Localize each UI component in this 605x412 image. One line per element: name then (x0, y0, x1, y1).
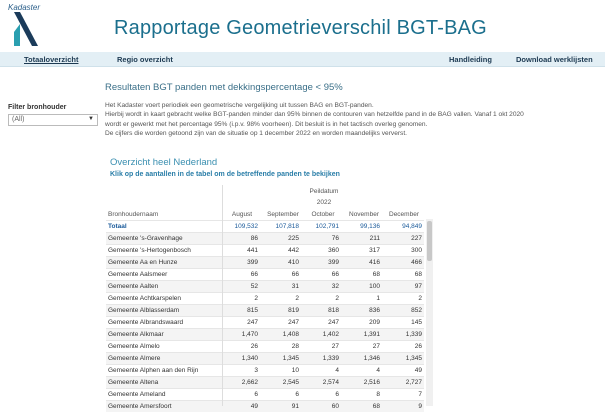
count-cell-october[interactable]: 66 (331, 271, 339, 278)
bronhouder-name: Gemeente Ameland (108, 391, 166, 398)
bronhouder-name: Gemeente Aa en Hunze (108, 259, 178, 266)
count-cell-august[interactable]: 2 (254, 295, 258, 302)
count-cell-december[interactable]: 227 (411, 235, 422, 242)
count-cell-november[interactable]: 1 (376, 295, 380, 302)
count-cell-november[interactable]: 8 (376, 391, 380, 398)
count-cell-september[interactable]: 6 (295, 391, 299, 398)
bronhouder-name: Gemeente 's-Gravenhage (108, 235, 183, 242)
count-cell-october[interactable]: 60 (331, 403, 339, 410)
count-cell-september[interactable]: 2 (295, 295, 299, 302)
count-cell-november[interactable]: 99,136 (360, 223, 380, 230)
count-cell-september[interactable]: 91 (291, 403, 299, 410)
table-row (106, 232, 424, 244)
table-scrollbar[interactable] (426, 219, 433, 406)
description-line: wordt er gewerkt met het percentage 95% (i.p.v. 98% voorheen). Dit besluit is in het tactisch overleg genomen. (105, 120, 428, 128)
table-row (106, 364, 424, 376)
count-cell-september[interactable]: 10 (291, 367, 299, 374)
count-cell-december[interactable]: 68 (414, 271, 422, 278)
count-cell-november[interactable]: 416 (369, 259, 380, 266)
overview-instruction: Klik op de aantallen in de tabel om de betreffende panden te bekijken (110, 171, 340, 178)
column-header-october: October (311, 211, 335, 218)
count-cell-august[interactable]: 26 (250, 343, 258, 350)
filter-bronhouder-label: Filter bronhouder (8, 104, 67, 111)
count-cell-december[interactable]: 852 (411, 307, 422, 314)
bronhouder-name: Gemeente Alkmaar (108, 331, 164, 338)
count-cell-september[interactable]: 28 (291, 343, 299, 350)
count-cell-october[interactable]: 2,574 (322, 379, 339, 386)
count-cell-september[interactable]: 410 (288, 259, 299, 266)
count-cell-august[interactable]: 109,532 (234, 223, 258, 230)
filter-bronhouder-select[interactable] (8, 114, 98, 126)
count-cell-october[interactable]: 102,791 (315, 223, 339, 230)
overview-table (106, 185, 434, 410)
filter-bronhouder-value: (All) (12, 116, 25, 123)
count-cell-december[interactable]: 300 (411, 247, 422, 254)
table-row (106, 244, 424, 256)
bronhoudernaam-header: Bronhoudernaam (108, 211, 159, 218)
count-cell-december[interactable]: 1,345 (405, 355, 422, 362)
chevron-down-icon: ▼ (88, 116, 94, 122)
column-header-november: November (349, 211, 379, 218)
description-line: De cijfers die worden getoond zijn van de situatie op 1 december 2022 en worden maandelijks ververst. (105, 129, 408, 137)
table-row (106, 376, 424, 388)
top-navigation (0, 52, 605, 67)
count-cell-september[interactable]: 225 (288, 235, 299, 242)
bronhouder-name: Gemeente Achtkarspelen (108, 295, 181, 302)
bronhouder-name: Gemeente Aalsmeer (108, 271, 168, 278)
count-cell-november[interactable]: 27 (372, 343, 380, 350)
table-row (106, 316, 424, 328)
count-cell-december[interactable]: 1,339 (405, 331, 422, 338)
count-cell-november[interactable]: 211 (369, 235, 380, 242)
count-cell-november[interactable]: 1,346 (363, 355, 380, 362)
count-cell-november[interactable]: 317 (369, 247, 380, 254)
count-cell-december[interactable]: 2,727 (405, 379, 422, 386)
count-cell-november[interactable]: 4 (376, 367, 380, 374)
count-cell-december[interactable]: 49 (414, 367, 422, 374)
count-cell-august[interactable]: 815 (247, 307, 258, 314)
count-cell-november[interactable]: 68 (372, 271, 380, 278)
count-cell-november[interactable]: 1,391 (363, 331, 380, 338)
bronhouder-name: Gemeente Albrandswaard (108, 319, 184, 326)
table-row (106, 292, 424, 304)
kadaster-logo-icon (12, 10, 42, 48)
table-divider (222, 209, 223, 406)
bronhouder-name: Gemeente Altena (108, 379, 159, 386)
count-cell-october[interactable]: 27 (331, 343, 339, 350)
tab-regio-overzicht[interactable]: Regio overzicht (117, 55, 173, 64)
column-header-december: December (389, 211, 419, 218)
count-cell-october[interactable]: 1,402 (322, 331, 339, 338)
count-cell-december[interactable]: 97 (414, 283, 422, 290)
count-cell-august[interactable]: 52 (250, 283, 258, 290)
count-cell-november[interactable]: 2,516 (363, 379, 380, 386)
page-title: Rapportage Geometrieverschil BGT-BAG (114, 17, 487, 39)
count-cell-august[interactable]: 399 (247, 259, 258, 266)
count-cell-september[interactable]: 2,545 (282, 379, 299, 386)
count-cell-november[interactable]: 836 (369, 307, 380, 314)
count-cell-august[interactable]: 247 (247, 319, 258, 326)
bronhouder-name: Gemeente Alblasserdam (108, 307, 180, 314)
count-cell-october[interactable]: 1,339 (322, 355, 339, 362)
count-cell-december[interactable]: 26 (414, 343, 422, 350)
count-cell-december[interactable]: 7 (418, 391, 422, 398)
bronhouder-name: Gemeente Alphen aan den Rijn (108, 367, 199, 374)
count-cell-august[interactable]: 441 (247, 247, 258, 254)
tab-totaaloverzicht[interactable]: Totaaloverzicht (24, 55, 79, 64)
description-line: Hierbij wordt in kaart gebracht welke BGT-panden minder dan 95% binnen de contouren van hetzelfde pand in de BAG vallen. Vanaf 1 okt 2020 (105, 111, 524, 119)
count-cell-october[interactable]: 2 (335, 295, 339, 302)
count-cell-november[interactable]: 100 (369, 283, 380, 290)
count-cell-october[interactable]: 818 (328, 307, 339, 314)
count-cell-december[interactable]: 9 (418, 403, 422, 410)
count-cell-december[interactable]: 145 (411, 319, 422, 326)
kadaster-logo-text: Kadaster (8, 3, 41, 12)
table-row (106, 280, 424, 292)
results-heading: Resultaten BGT panden met dekkingspercentage < 95% (105, 82, 343, 93)
count-cell-november[interactable]: 68 (372, 403, 380, 410)
count-cell-august[interactable]: 86 (250, 235, 258, 242)
count-cell-october[interactable]: 247 (328, 319, 339, 326)
count-cell-december[interactable]: 94,849 (402, 223, 422, 230)
scrollbar-thumb[interactable] (427, 221, 432, 261)
count-cell-september[interactable]: 31 (291, 283, 299, 290)
description (105, 101, 545, 138)
bronhouder-name: Gemeente Aalten (108, 283, 159, 290)
table-row (106, 340, 424, 352)
count-cell-november[interactable]: 209 (369, 319, 380, 326)
count-cell-august[interactable]: 2,662 (241, 379, 258, 386)
table-row (106, 268, 424, 280)
count-cell-october[interactable]: 76 (331, 235, 339, 242)
column-header-august: August (231, 211, 253, 218)
bronhouder-name: Totaal (108, 223, 127, 230)
count-cell-october[interactable]: 6 (335, 391, 339, 398)
table-row (106, 388, 424, 400)
column-header-september: September (267, 211, 299, 218)
count-cell-august[interactable]: 1,470 (241, 331, 258, 338)
count-cell-august[interactable]: 6 (254, 391, 258, 398)
tab-handleiding[interactable]: Handleiding (449, 55, 492, 64)
tab-download-werklijsten[interactable]: Download werklijsten (516, 55, 593, 64)
overview-title: Overzicht heel Nederland (110, 157, 218, 168)
count-cell-october[interactable]: 32 (331, 283, 339, 290)
table-column-group-header (222, 185, 424, 212)
count-cell-september[interactable]: 442 (288, 247, 299, 254)
count-cell-october[interactable]: 4 (335, 367, 339, 374)
table-row (106, 304, 424, 316)
count-cell-october[interactable]: 399 (328, 259, 339, 266)
table-row (106, 400, 424, 412)
header (0, 0, 605, 52)
count-cell-august[interactable]: 3 (254, 367, 258, 374)
table-row (106, 256, 424, 268)
count-cell-august[interactable]: 1,340 (241, 355, 258, 362)
bronhouder-name: Gemeente 's-Hertogenbosch (108, 247, 191, 254)
count-cell-september[interactable]: 1,408 (282, 331, 299, 338)
count-cell-august[interactable]: 49 (250, 403, 258, 410)
description-line: Het Kadaster voert periodiek een geometrische vergelijking uit tussen BAG en BGT-panden. (105, 102, 374, 109)
count-cell-september[interactable]: 107,818 (275, 223, 299, 230)
count-cell-august[interactable]: 66 (250, 271, 258, 278)
bronhouder-name: Gemeente Amersfoort (108, 403, 172, 410)
bronhouder-name: Gemeente Almelo (108, 343, 160, 350)
table-header-row (106, 209, 434, 220)
table-row-total (106, 220, 424, 232)
bronhouder-name: Gemeente Almere (108, 355, 161, 362)
count-cell-september[interactable]: 66 (291, 271, 299, 278)
count-cell-october[interactable]: 360 (328, 247, 339, 254)
count-cell-september[interactable]: 247 (288, 319, 299, 326)
count-cell-december[interactable]: 2 (418, 295, 422, 302)
table-row (106, 328, 424, 340)
count-cell-september[interactable]: 819 (288, 307, 299, 314)
count-cell-december[interactable]: 466 (411, 259, 422, 266)
peildatum-header: Peildatum (309, 188, 339, 195)
table-row (106, 352, 424, 364)
year-header: 2022 (316, 199, 332, 206)
count-cell-september[interactable]: 1,345 (282, 355, 299, 362)
